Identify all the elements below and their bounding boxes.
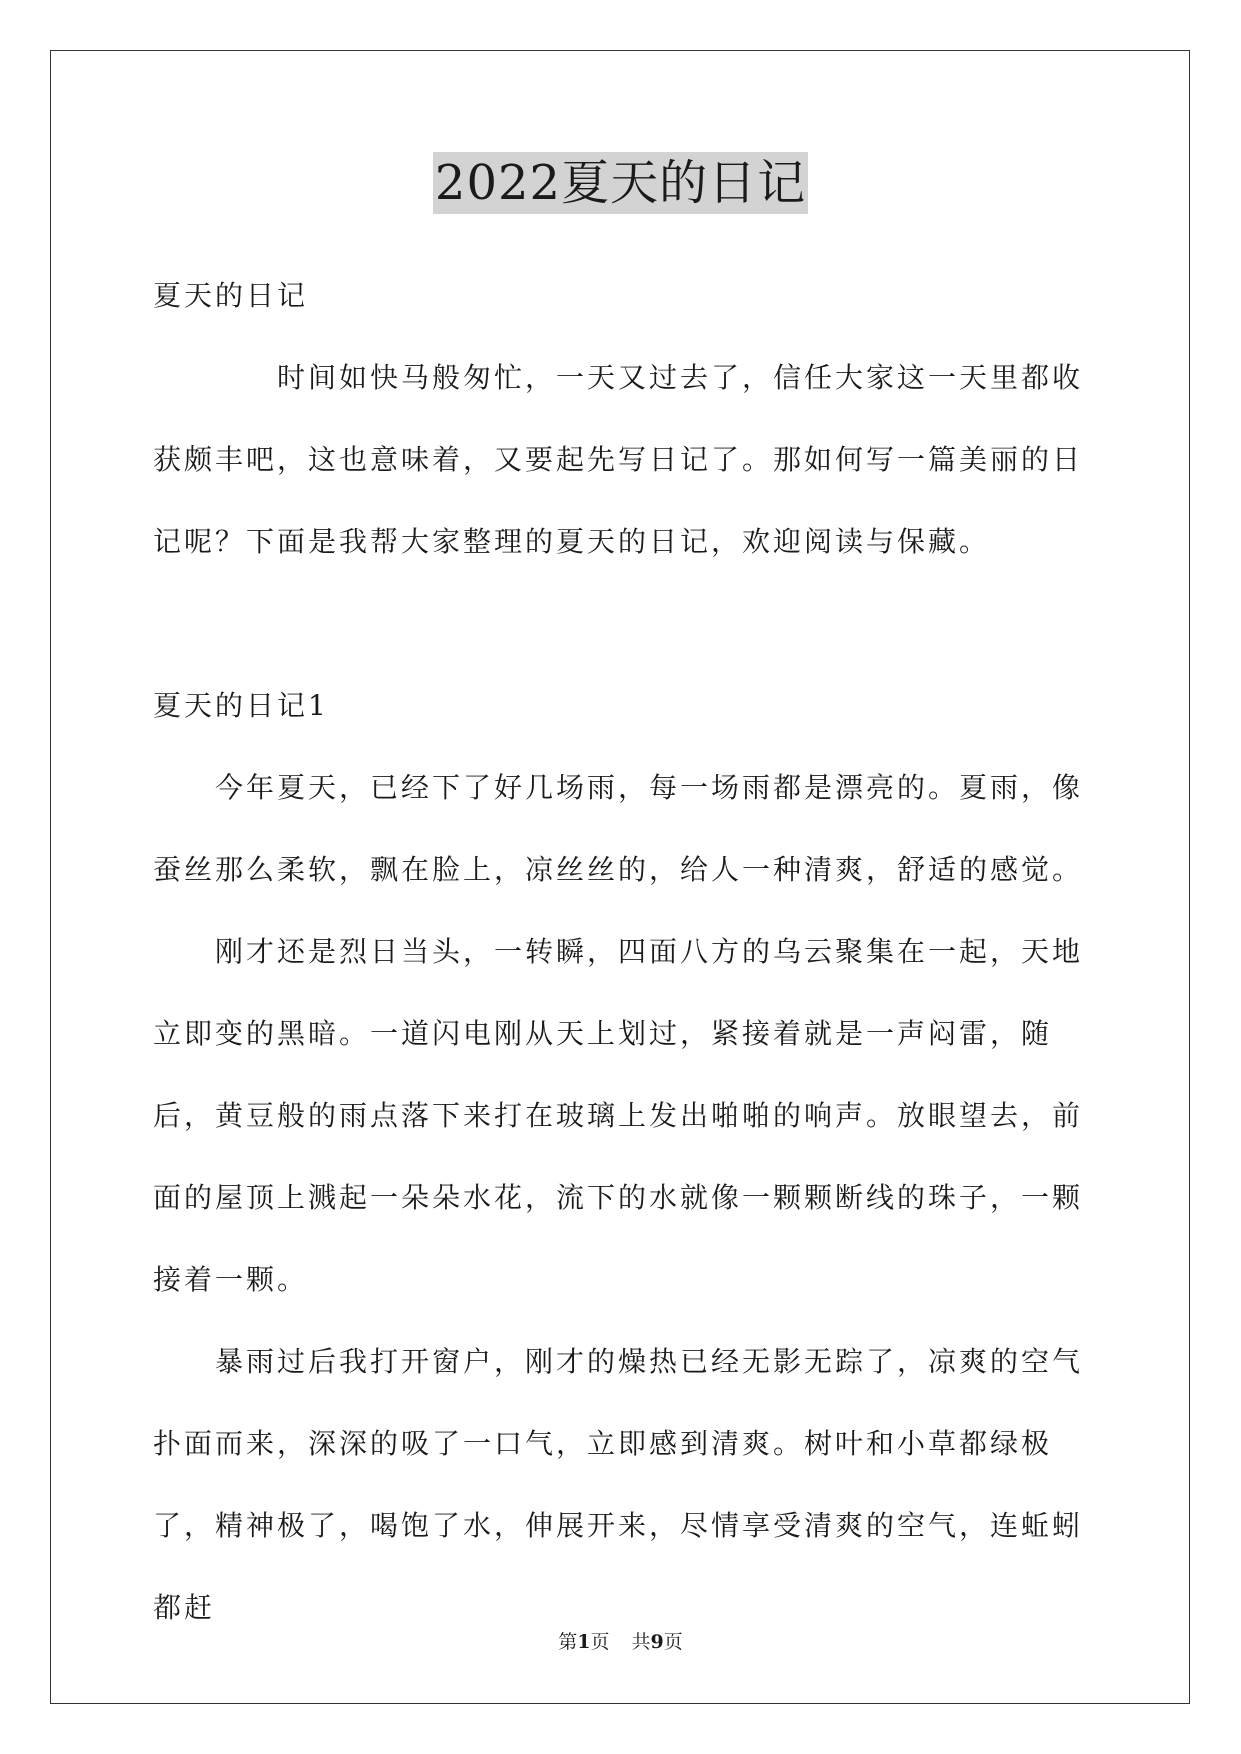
body-paragraph: 刚才还是烈日当头，一转瞬，四面八方的乌云聚集在一起，天地立即变的黑暗。一道闪电刚从天上划过，紧接着就是一声闷雷，随后，黄豆般的雨点落下来打在玻璃上发出啪啪的响声。放眼望去，前面的屋顶上溅起一朵朵水花，流下的水就像一颗颗断线的珠子，一颗接着一颗。 (153, 935, 1084, 1296)
blank-line (153, 583, 1113, 665)
footer-page-unit: 页 (590, 1631, 610, 1653)
intro-paragraph: 时间如快马般匆忙，一天又过去了，信任大家这一天里都收获颇丰吧，这也意味着，又要起先写日记了。那如何写一篇美丽的日记呢？下面是我帮大家整理的夏天的日记，欢迎阅读与保藏。 (153, 361, 1084, 558)
page-footer (0, 1630, 1241, 1654)
document-body (153, 255, 1113, 1649)
body-paragraph: 暴雨过后我打开窗户，刚才的燥热已经无影无踪了，凉爽的空气扑面而来，深深的吸了一口气，立即感到清爽。树叶和小草都绿极了，精神极了，喝饱了水，伸展开来，尽情享受清爽的空气，连蚯蚓都赶 (153, 1345, 1084, 1624)
footer-prefix: 第 (558, 1631, 578, 1653)
section-heading: 夏天的日记1 (153, 689, 329, 722)
total-page-count: 9 (650, 1631, 664, 1653)
title-container (0, 152, 1241, 214)
current-page-number: 1 (577, 1631, 591, 1653)
document-title: 2022夏天的日记 (433, 152, 808, 214)
footer-total-unit: 页 (663, 1631, 683, 1653)
body-paragraph: 今年夏天，已经下了好几场雨，每一场雨都是漂亮的。夏雨，像蚕丝那么柔软，飘在脸上，凉丝丝的，给人一种清爽，舒适的感觉。 (153, 771, 1084, 886)
footer-total-prefix: 共 (631, 1631, 651, 1653)
subtitle: 夏天的日记 (153, 279, 309, 312)
